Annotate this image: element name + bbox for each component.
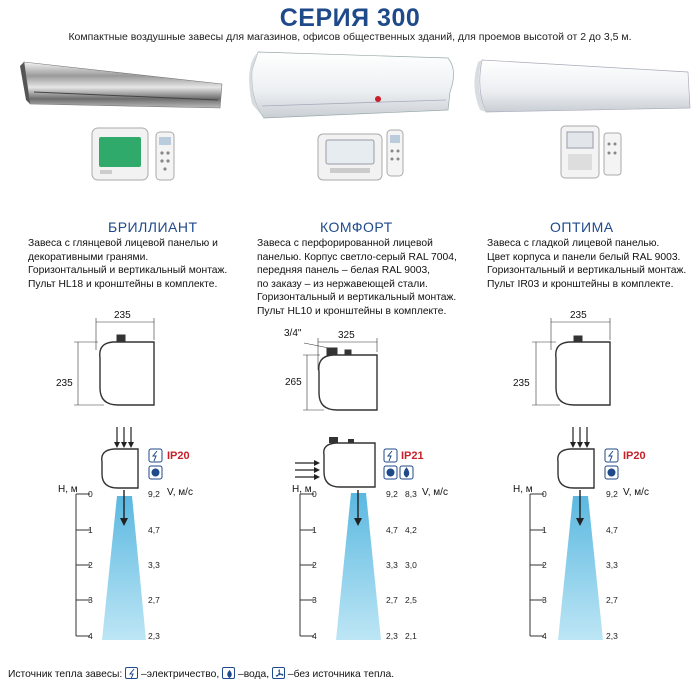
brilliant-control-panel [92, 128, 148, 180]
komfort-airflow-diagram [295, 437, 381, 640]
komfort-height-axis-title: H, м [292, 484, 312, 495]
brilliant-h-tick: 3 [88, 595, 93, 605]
optima-dimension-drawing [532, 318, 610, 405]
page-subtitle: Компактные воздушные завесы для магазинов, офисов общественных зданий, для проемов высотой от 2 до 3,5 м. [68, 31, 632, 43]
description-line: панелью. Корпус светло-серый RAL 7004, [257, 251, 457, 263]
description-komfort [257, 237, 457, 319]
brilliant-h-tick: 2 [88, 560, 93, 570]
komfort-velocity-value: 4,2 [405, 525, 417, 535]
komfort-velocity-value: 2,5 [405, 595, 417, 605]
brilliant-h-tick: 0 [88, 489, 93, 499]
brilliant-velocity-title: V, м/с [167, 487, 193, 498]
description-line: Цвет корпуса и панели белый RAL 9003. [487, 251, 681, 263]
optima-velocity-value: 2,7 [606, 595, 618, 605]
description-line: Горизонтальный и вертикальный монтаж. [257, 292, 457, 304]
description-brilliant [28, 237, 227, 291]
optima-h-tick: 0 [542, 489, 547, 499]
komfort-velocity-value: 2,7 [386, 595, 398, 605]
brilliant-unit-photo [20, 62, 222, 108]
description-line: Пульт HL10 и кронштейны в комплекте. [257, 305, 447, 317]
komfort-h-tick: 1 [312, 525, 317, 535]
brilliant-width-label: 235 [114, 310, 131, 321]
komfort-velocity-value: 3,3 [386, 560, 398, 570]
description-line: по заказу – из нержавеющей стали. [257, 278, 428, 290]
description-line: Пульт HL18 и кронштейны в комплекте. [28, 278, 218, 290]
komfort-ip-rating: IP21 [401, 450, 424, 462]
komfort-height-label: 265 [285, 377, 302, 388]
optima-h-tick: 4 [542, 631, 547, 641]
brilliant-height-axis-title: H, м [58, 484, 78, 495]
optima-velocity-value: 9,2 [606, 489, 618, 499]
description-line: Горизонтальный и вертикальный монтаж. [28, 265, 228, 277]
komfort-velocity-title: V, м/с [422, 487, 448, 498]
komfort-unit-photo [249, 52, 453, 118]
optima-h-tick: 3 [542, 595, 547, 605]
brilliant-velocity-value: 2,7 [148, 595, 160, 605]
legend-water: –вода, [237, 669, 270, 680]
komfort-h-tick: 2 [312, 560, 317, 570]
brilliant-ip-rating: IP20 [167, 450, 190, 462]
optima-height-axis-title: H, м [513, 484, 533, 495]
optima-velocity-value: 3,3 [606, 560, 618, 570]
brilliant-airflow-diagram [102, 427, 146, 640]
brilliant-remote [156, 132, 174, 180]
electric-icon [125, 667, 138, 679]
description-line: Горизонтальный и вертикальный монтаж. [487, 265, 687, 277]
description-line: Завеса с гладкой лицевой панелью. [487, 238, 660, 249]
model-name-komfort: КОМФОРТ [320, 219, 393, 235]
legend-electric: –электричество, [141, 669, 220, 680]
komfort-velocity-value: 2,3 [386, 631, 398, 641]
page-title: СЕРИЯ 300 [279, 4, 421, 32]
legend-prefix: Источник тепла завесы: [8, 669, 123, 680]
optima-remote [604, 133, 621, 175]
description-line: Завеса с глянцевой лицевой панелью и [28, 238, 218, 249]
komfort-h-tick: 4 [312, 631, 317, 641]
model-name-brilliant: БРИЛЛИАНТ [108, 219, 198, 235]
komfort-velocity-value: 3,0 [405, 560, 417, 570]
description-line: декоративными гранями. [28, 251, 149, 263]
komfort-velocity-value: 8,3 [405, 489, 417, 499]
water-drop-icon [222, 667, 235, 679]
komfort-dimension-drawing [303, 338, 377, 410]
optima-h-tick: 1 [542, 525, 547, 535]
model-name-optima: ОПТИМА [550, 219, 614, 235]
brilliant-velocity-value: 9,2 [148, 489, 160, 499]
optima-ip-rating: IP20 [623, 450, 646, 462]
optima-velocity-value: 2,3 [606, 631, 618, 641]
heat-source-legend [8, 667, 394, 680]
optima-width-label: 235 [570, 310, 587, 321]
komfort-pipe-label: 3/4" [284, 328, 302, 339]
brilliant-velocity-value: 4,7 [148, 525, 160, 535]
brilliant-height-label: 235 [56, 378, 73, 389]
description-line: Пульт IR03 и кронштейны в комплекте. [487, 278, 674, 290]
legend-none: –без источника тепла. [287, 669, 395, 680]
komfort-h-tick: 0 [312, 489, 317, 499]
brilliant-h-tick: 1 [88, 525, 93, 535]
description-line: Завеса с перфорированной лицевой [257, 238, 433, 249]
komfort-velocity-value: 4,7 [386, 525, 398, 535]
optima-height-label: 235 [513, 378, 530, 389]
optima-control-panel [561, 126, 599, 178]
brilliant-heat-icons [149, 449, 162, 479]
optima-heat-icons [605, 449, 618, 479]
brilliant-h-tick: 4 [88, 631, 93, 641]
description-line: передняя панель – белая RAL 9003, [257, 265, 431, 277]
description-optima [487, 237, 686, 291]
brilliant-velocity-value: 2,3 [148, 631, 160, 641]
komfort-width-label: 325 [338, 330, 355, 341]
optima-velocity-title: V, м/с [623, 487, 649, 498]
brilliant-velocity-value: 3,3 [148, 560, 160, 570]
optima-unit-photo [474, 60, 690, 112]
optima-velocity-value: 4,7 [606, 525, 618, 535]
optima-airflow-diagram [558, 427, 603, 640]
komfort-velocity-value: 2,1 [405, 631, 417, 641]
komfort-velocity-value: 9,2 [386, 489, 398, 499]
komfort-remote [387, 130, 403, 176]
komfort-h-tick: 3 [312, 595, 317, 605]
fan-icon [272, 667, 285, 679]
komfort-control-panel [318, 134, 382, 180]
optima-h-tick: 2 [542, 560, 547, 570]
brilliant-dimension-drawing [74, 318, 154, 405]
